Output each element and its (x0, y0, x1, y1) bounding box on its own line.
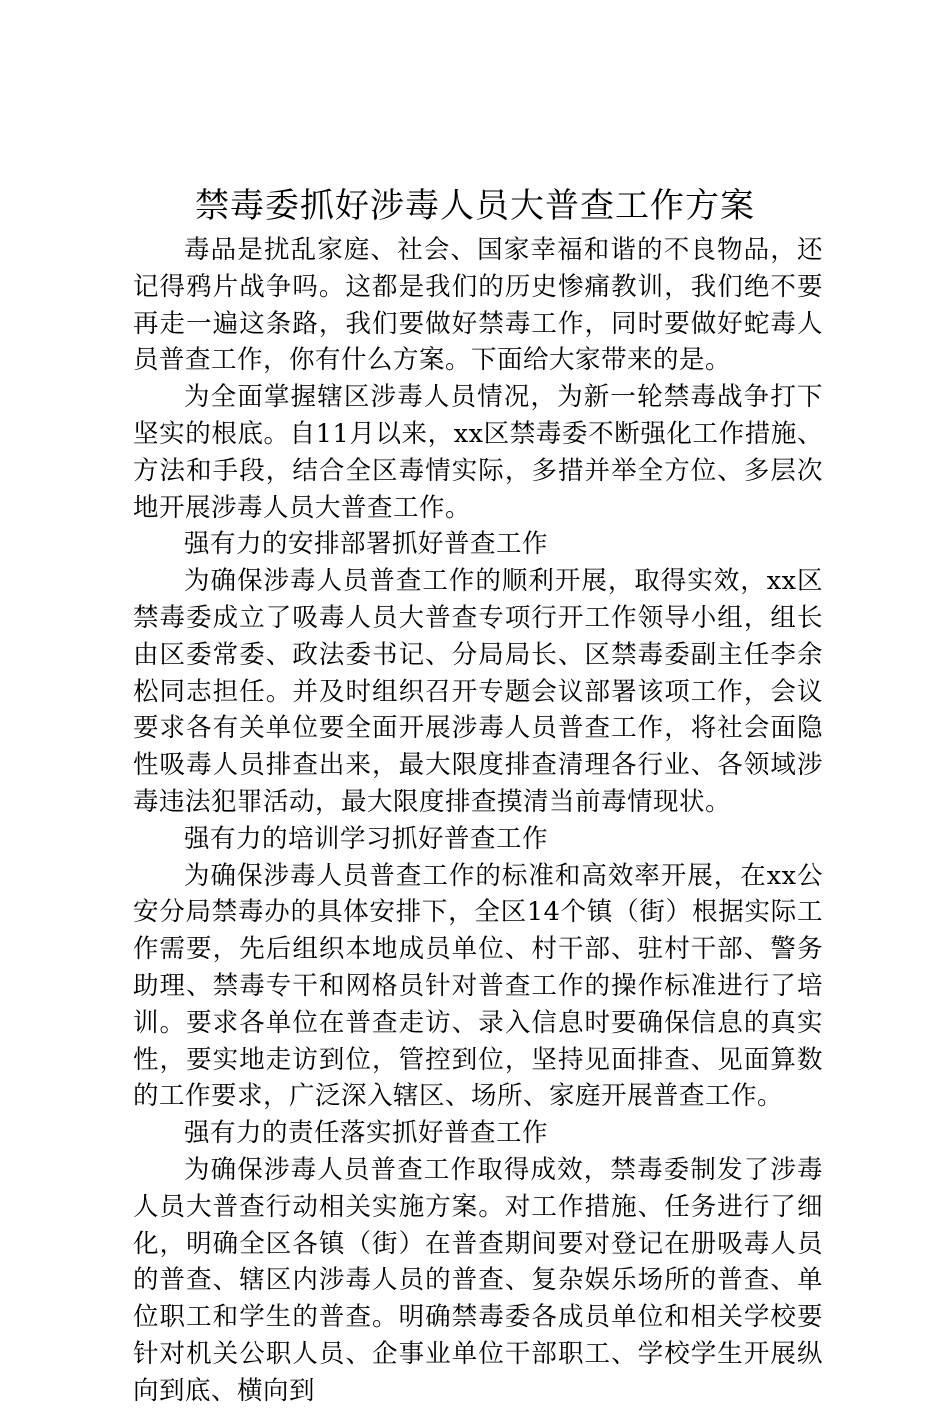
document-body (133, 232, 823, 1410)
section-heading: 强有力的责任落实抓好普查工作 (184, 1118, 549, 1149)
document-title: 禁毒委抓好涉毒人员大普查工作方案 (195, 186, 755, 226)
section-paragraph: 为确保涉毒人员普查工作的顺利开展，取得实效，xx区禁毒委成立了吸毒人员大普查专项行开工作领导小组，组长由区委常委、政法委书记、分局局长、区禁毒委副主任李余松同志担任。并及时组织召开专题会议部署该项工作，会议要求各有关单位要全面开展涉毒人员普查工作，将社会面隐性吸毒人员排查出来，最大限度排查清理各行业、各领域涉毒违法犯罪活动，最大限度排查摸清当前毒情现状。 (133, 566, 823, 817)
intro-paragraph: 毒品是扰乱家庭、社会、国家幸福和谐的不良物品，还记得鸦片战争吗。这都是我们的历史惨痛教训，我们绝不要再走一遍这条路，我们要做好禁毒工作，同时要做好蛇毒人员普查工作，你有什么方案。下面给大家带来的是。 (133, 235, 823, 376)
section-heading: 强有力的培训学习抓好普查工作 (184, 823, 549, 854)
section-heading: 强有力的安排部署抓好普查工作 (184, 529, 549, 560)
section-paragraph: 为确保涉毒人员普查工作的标准和高效率开展，在xx公安分局禁毒办的具体安排下，全区14个镇（街）根据实际工作需要，先后组织本地成员单位、村干部、驻村干部、警务助理、禁毒专干和网格员针对普查工作的操作标准进行了培训。要求各单位在普查走访、录入信息时要确保信息的真实性，要实地走访到位，管控到位，坚持见面排查、见面算数的工作要求，广泛深入辖区、场所、家庭开展普查工作。 (133, 860, 823, 1112)
section-paragraph: 为确保涉毒人员普查工作取得成效，禁毒委制发了涉毒人员大普查行动相关实施方案。对工作措施、任务进行了细化，明确全区各镇（街）在普查期间要对登记在册吸毒人员的普查、辖区内涉毒人员的普查、复杂娱乐场所的普查、单位职工和学生的普查。明确禁毒委各成员单位和相关学校要针对机关公职人员、企事业单位干部职工、学校学生开展纵向到底、横向到 (133, 1154, 823, 1406)
background-paragraph: 为全面掌握辖区涉毒人员情况，为新一轮禁毒战争打下坚实的根底。自11月以来，xx区禁毒委不断强化工作措施、方法和手段，结合全区毒情实际，多措并举全方位、多层次地开展涉毒人员大普查工作。 (133, 382, 823, 523)
